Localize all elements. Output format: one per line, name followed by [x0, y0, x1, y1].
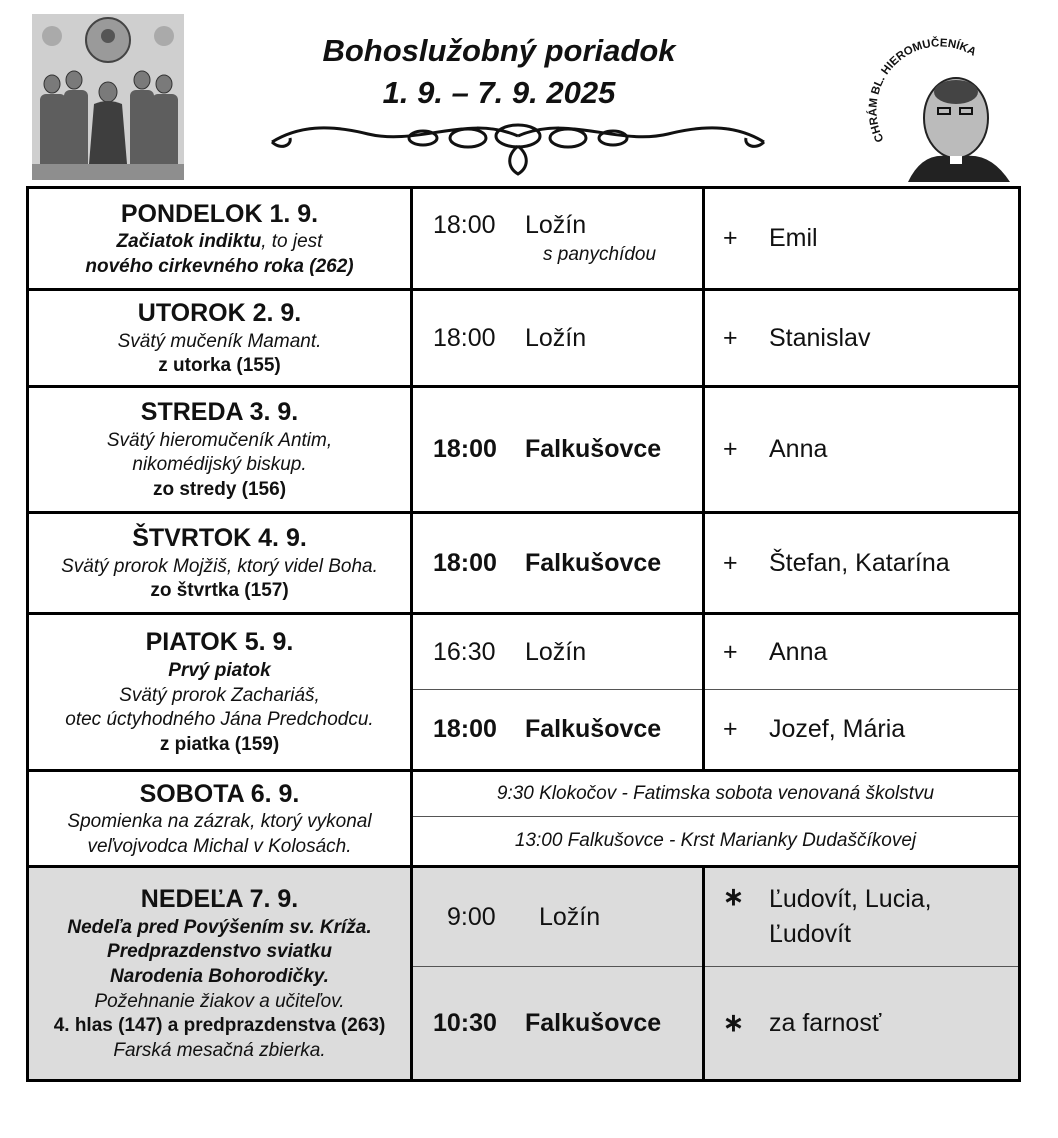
day-note: Narodenia Bohorodičky.: [110, 966, 329, 988]
schedule-table: [26, 186, 1021, 1082]
ornament-divider: [268, 116, 768, 178]
intention-text: Jozef, Mária: [769, 715, 906, 743]
schedule-row-monday: [28, 188, 1020, 290]
intention-cell: [704, 690, 1020, 771]
cross-icon: +: [723, 224, 738, 252]
day-name: PIATOK 5. 9.: [145, 628, 294, 657]
service-cell: [412, 867, 704, 967]
service-place: Falkušovce: [525, 435, 662, 463]
service-place: Ložín: [525, 323, 587, 352]
service-time: 9:00: [447, 902, 496, 931]
asterisk-icon: ∗: [723, 1009, 744, 1037]
intention-text: za farnosť: [769, 1009, 882, 1037]
service-place: Falkušovce: [525, 1008, 662, 1037]
intention-text: Anna: [769, 435, 828, 463]
cross-icon: +: [723, 715, 738, 743]
service-time: 18:00: [433, 211, 496, 239]
date-range: 1. 9. – 7. 9. 2025: [382, 75, 616, 110]
service-time: 18:00: [433, 548, 497, 577]
asterisk-icon: ∗: [723, 883, 744, 911]
intention-text: Štefan, Katarína: [769, 548, 950, 577]
service-cell: [412, 690, 704, 771]
day-note: z utorka (155): [158, 355, 281, 377]
day-cell: [28, 387, 412, 513]
intention-cell: [704, 513, 1020, 614]
church-seal-logo: [864, 22, 1014, 182]
service-time: 16:30: [433, 637, 496, 666]
day-note: Svätý mučeník Mamant.: [117, 330, 322, 352]
service-cell: [412, 513, 704, 614]
day-note: Farská mesačná zbierka.: [113, 1040, 326, 1062]
schedule-row-sunday: [28, 867, 1020, 967]
schedule-row-saturday: [28, 771, 1020, 817]
intention-cell: [704, 867, 1020, 967]
schedule-row-tuesday: [28, 290, 1020, 387]
intention-cell: [704, 188, 1020, 290]
ascension-icon-image: [32, 14, 184, 180]
day-note: Nedeľa pred Povýšením sv. Kríža.: [67, 916, 372, 938]
service-cell: [412, 614, 704, 690]
svg-text:CHRÁM BL. HIEROMUČENÍKA: CHRÁM BL. HIEROMUČENÍKA: [867, 37, 979, 144]
day-note: zo štvrtka (157): [150, 580, 289, 602]
schedule-row-thursday: [28, 513, 1020, 614]
day-note: Svätý prorok Zachariáš,: [119, 684, 320, 706]
event-line: 13:00 Falkušovce - Krst Marianky Dudaščíkovej: [412, 817, 1020, 867]
service-cell: [412, 188, 704, 290]
day-note: Svätý prorok Mojžiš, ktorý videl Boha.: [61, 555, 378, 577]
day-cell: [28, 771, 412, 867]
day-name: ŠTVRTOK 4. 9.: [132, 524, 307, 553]
service-note: s panychídou: [543, 244, 657, 265]
day-note: z piatka (159): [159, 733, 280, 755]
day-name: UTOROK 2. 9.: [137, 299, 302, 328]
day-name: PONDELOK 1. 9.: [120, 199, 319, 228]
day-note: Začiatok indiktu: [116, 231, 262, 253]
schedule-row-friday: [28, 614, 1020, 690]
day-cell: [28, 290, 412, 387]
day-cell: [28, 513, 412, 614]
cross-icon: +: [723, 548, 738, 577]
day-cell: [28, 614, 412, 771]
service-cell: [412, 387, 704, 513]
day-name: NEDEĽA 7. 9.: [140, 885, 299, 914]
intention-text: Ľudovít, Lucia, Ľudovít: [769, 885, 932, 948]
intention-cell: [704, 967, 1020, 1081]
day-note: Svätý hieromučeník Antim,: [106, 429, 333, 451]
day-name: SOBOTA 6. 9.: [139, 779, 300, 808]
day-note: zo stredy (156): [152, 479, 287, 501]
day-note: 4. hlas (147) a predprazdenstva (263): [53, 1015, 386, 1037]
day-name: STREDA 3. 9.: [140, 398, 299, 427]
service-time: 18:00: [433, 323, 496, 352]
cross-icon: +: [723, 637, 738, 666]
event-line: 9:30 Klokočov - Fatimska sobota venovaná školstvu: [412, 771, 1020, 817]
intention-cell: [704, 290, 1020, 387]
service-cell: [412, 967, 704, 1081]
cross-icon: +: [723, 435, 738, 463]
day-note: Prvý piatok: [168, 659, 271, 681]
day-cell: [28, 188, 412, 290]
intention-cell: [704, 614, 1020, 690]
day-note: otec úctyhodného Jána Predchodcu.: [65, 709, 374, 731]
schedule-row-wednesday: [28, 387, 1020, 513]
service-time: 18:00: [433, 435, 497, 463]
service-place: Falkušovce: [525, 715, 662, 743]
service-place: Ložín: [525, 211, 587, 239]
intention-cell: [704, 387, 1020, 513]
day-cell: [28, 867, 412, 1081]
intention-text: Anna: [769, 637, 828, 666]
service-cell: [412, 290, 704, 387]
day-note: Spomienka na zázrak, ktorý vykonal: [67, 811, 372, 833]
service-place: Ložín: [539, 902, 601, 931]
day-note: Požehnanie žiakov a učiteľov.: [94, 990, 345, 1012]
day-note: , to jest: [261, 231, 323, 253]
day-note: veľvojvodca Michal v Kolosách.: [87, 835, 352, 857]
service-place: Falkušovce: [525, 548, 662, 577]
day-note: nového cirkevného roka (262): [85, 255, 354, 277]
service-time: 10:30: [433, 1008, 497, 1037]
cross-icon: +: [723, 323, 738, 352]
service-place: Ložín: [525, 637, 587, 666]
page-title: Bohoslužobný poriadok: [322, 33, 676, 68]
intention-text: Stanislav: [769, 323, 871, 352]
service-time: 18:00: [433, 715, 497, 743]
day-note: nikomédijský biskup.: [132, 454, 307, 476]
intention-text: Emil: [769, 224, 818, 252]
day-note: Predprazdenstvo sviatku: [107, 941, 332, 963]
